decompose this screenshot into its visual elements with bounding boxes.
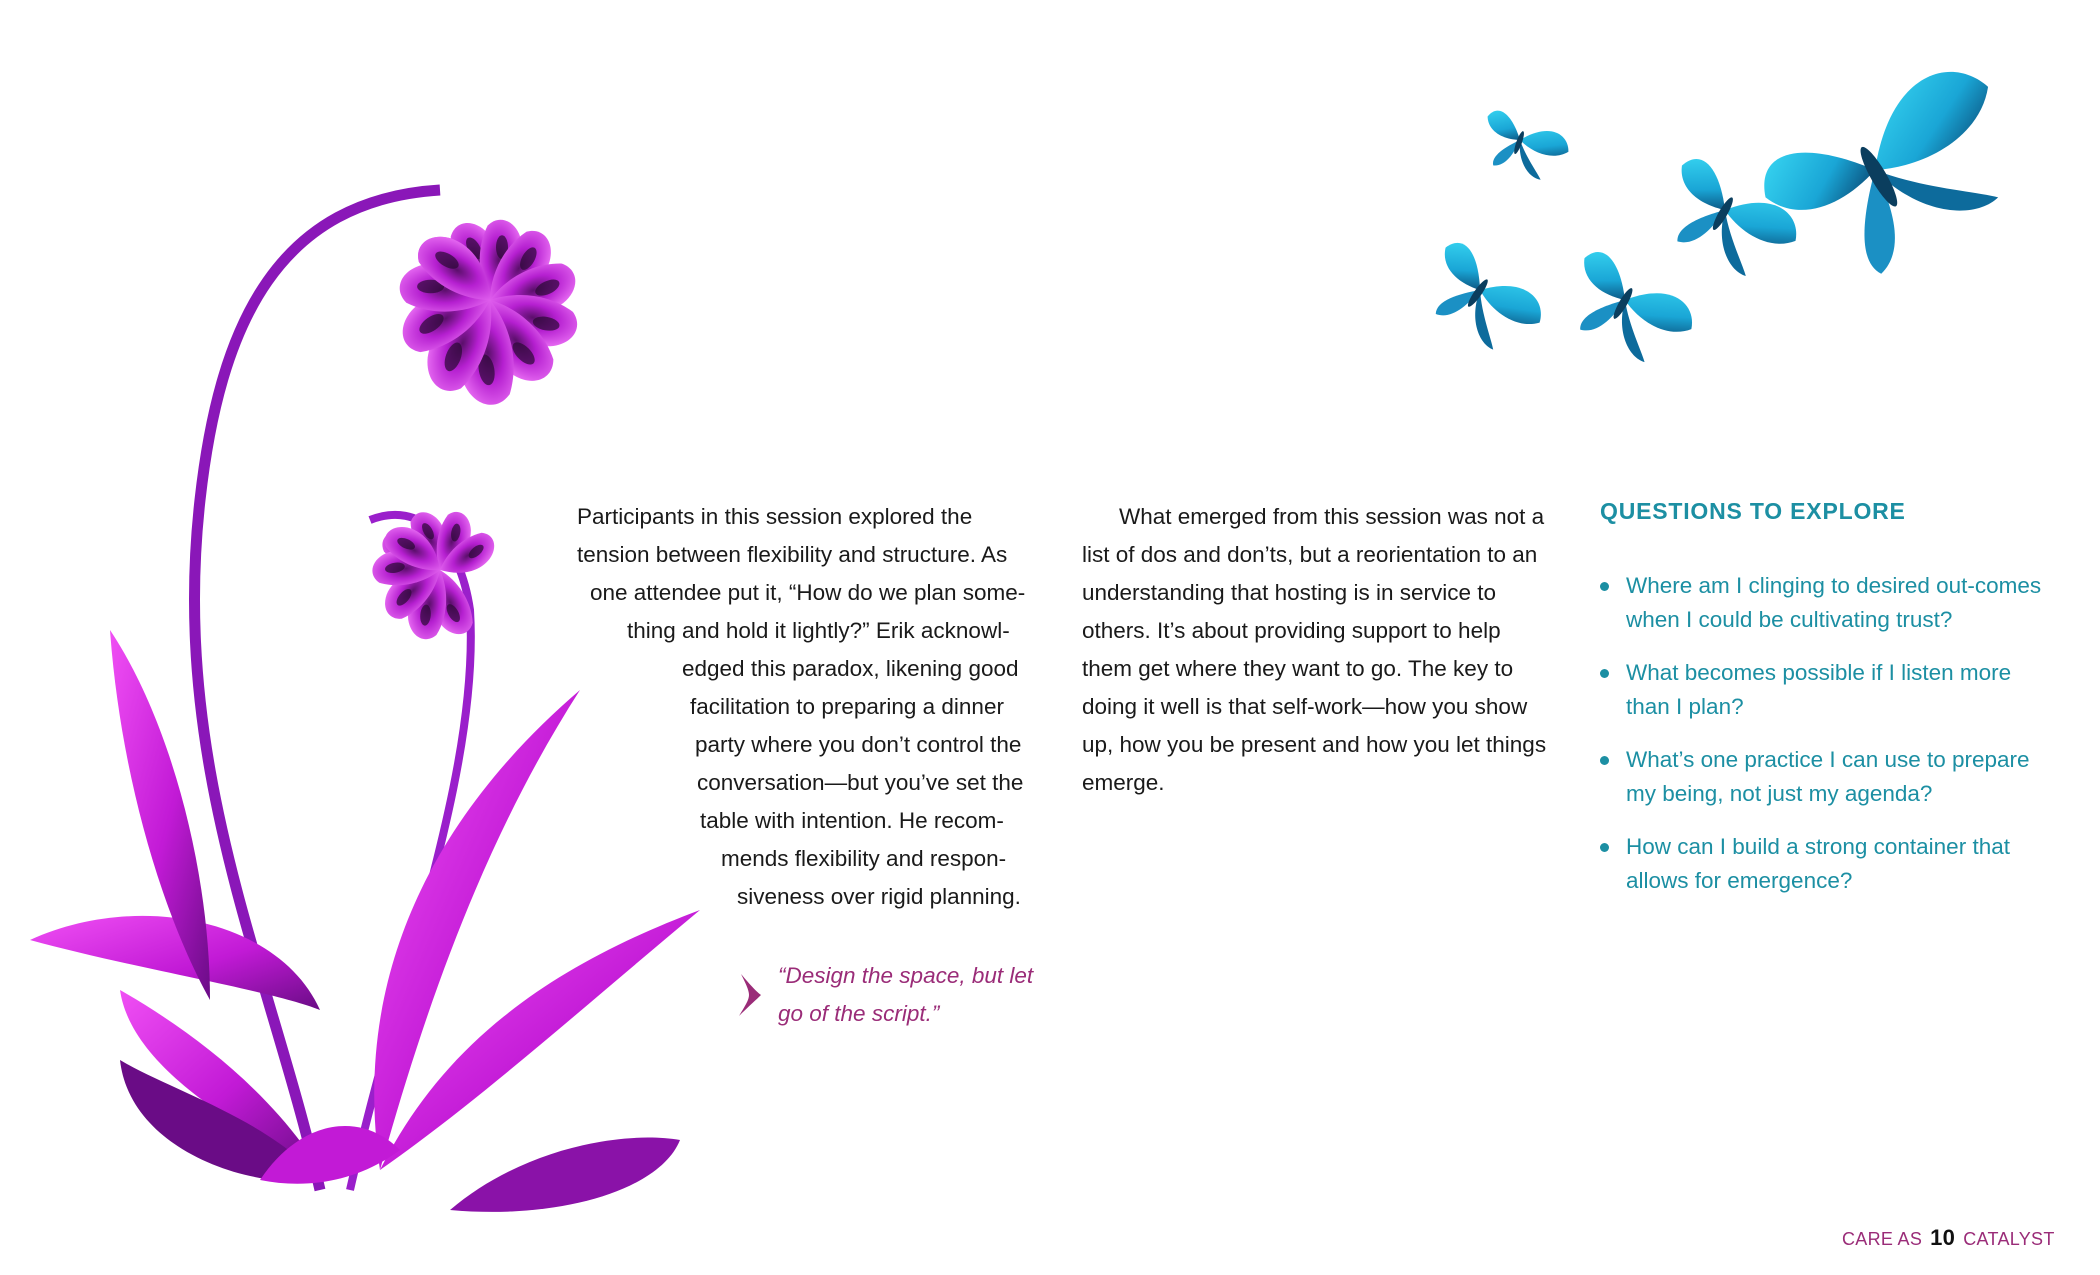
column1-line: Participants in this session explored the [577, 504, 973, 529]
column1-line: party where you don’t control the [695, 732, 1022, 757]
column1-line: table with intention. He recom- [700, 808, 1004, 833]
footer-right-label: CATALYST [1963, 1229, 2055, 1249]
page-number: 10 [1930, 1225, 1956, 1250]
page-footer [1842, 1225, 2055, 1251]
questions-list [1600, 569, 2050, 898]
article-column-2 [1082, 498, 1552, 802]
column1-line: mends flexibility and respon- [721, 846, 1007, 871]
question-item [1600, 656, 2050, 724]
column1-line: conversation—but you’ve set the [697, 770, 1024, 795]
question-item [1600, 569, 2050, 637]
question-text: How can I build a strong container that allows for emergence? [1626, 834, 2010, 893]
butterflies-illustration [1400, 0, 2040, 380]
column2-paragraph: What emerged from this session was not a list of dos and don’ts, but a reorientation to an understanding that hosting is in service to others. It’s about providing support to help them get where they want to go. The key to doing it well is that self-work—how you show up, how you be present and how you let things emerge. [1082, 504, 1547, 795]
column1-line: one attendee put it, “How do we plan some- [590, 580, 1026, 605]
column1-line: thing and hold it lightly?” Erik acknowl- [627, 618, 1010, 643]
question-item [1600, 743, 2050, 811]
question-text: What becomes possible if I listen more than I plan? [1626, 660, 2012, 719]
column1-line: facilitation to preparing a dinner [690, 694, 1004, 719]
bullet-icon [1600, 756, 1609, 765]
bullet-icon [1600, 669, 1609, 678]
questions-sidebar [1600, 498, 2050, 917]
question-text: What’s one practice I can use to prepare my being, not just my agenda? [1626, 747, 2030, 806]
footer-left-label: CARE AS [1842, 1229, 1923, 1249]
questions-heading: QUESTIONS TO EXPLORE [1600, 498, 1906, 524]
column1-line: tension between flexibility and structure. As [577, 542, 1008, 567]
column1-line: siveness over rigid planning. [737, 884, 1021, 909]
pull-quote: “Design the space, but let go of the script.” [778, 963, 1034, 1026]
bullet-icon [1600, 582, 1609, 591]
quote-chevron-icon [735, 972, 765, 1018]
question-text: Where am I clinging to desired out-comes when I could be cultivating trust? [1626, 573, 2042, 632]
question-item [1600, 830, 2050, 898]
bullet-icon [1600, 843, 1609, 852]
column1-line: edged this paradox, likening good [682, 656, 1019, 681]
flower-illustration [20, 70, 720, 1240]
